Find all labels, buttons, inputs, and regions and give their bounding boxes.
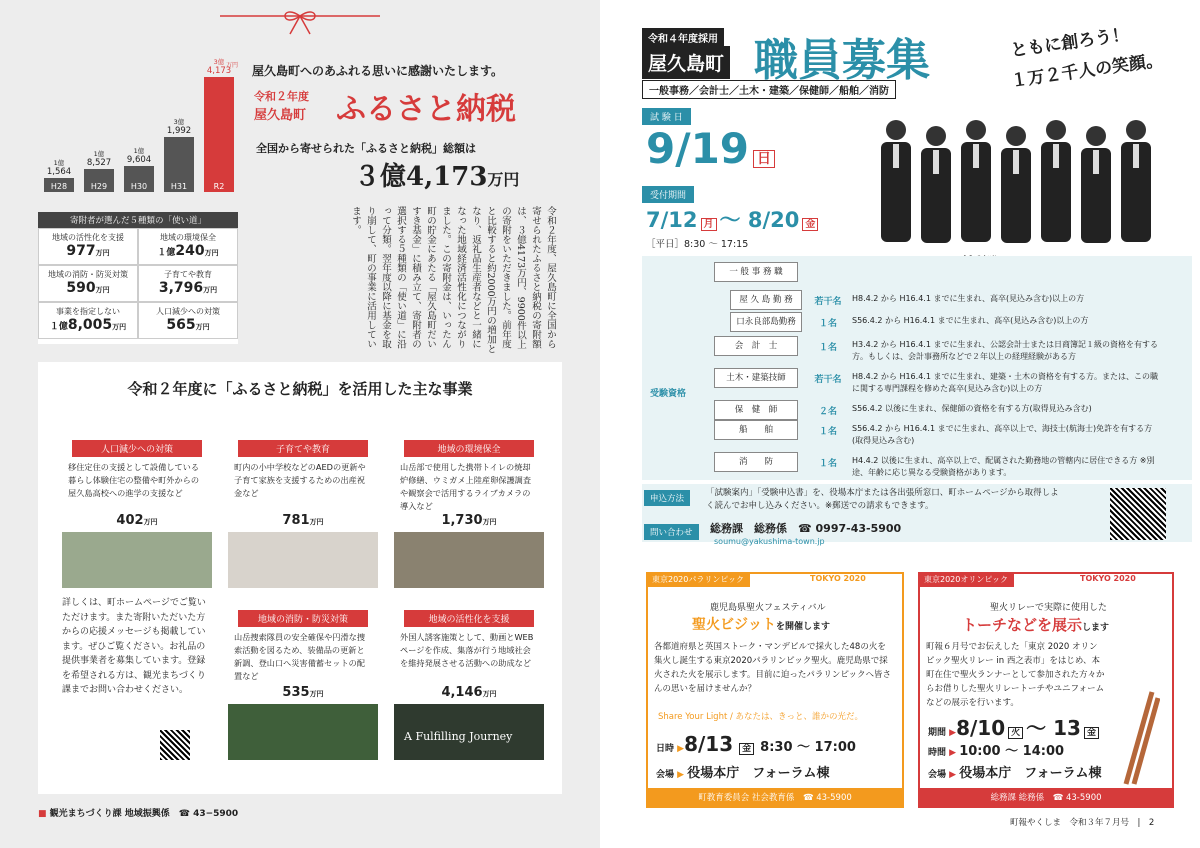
olympic-date: 期間 ▶8/10 火 〜 13 金 [928, 712, 1099, 741]
project-photo [228, 532, 378, 588]
qualification-row-count: １名 [818, 427, 837, 437]
page-footer: 町報やくしま 令和３年７月号 | 2 [1010, 818, 1155, 828]
usage-cell: 人口減少への対策 565万円 [138, 302, 238, 339]
staff-figure [921, 126, 951, 243]
paralympic-brand: TOKYO 2020 [810, 574, 866, 583]
project-value: 535万円 [282, 685, 324, 700]
apply-text: 「試験案内」「受験申込書」を、役場本庁または各出張所窓口、町ホームページから取得しよく読んでお申し込みください。※郵送での請求もできます。 [706, 488, 1059, 511]
project-card [394, 440, 544, 576]
project-title: 子育てや教育 [238, 440, 368, 457]
olympic-footer: 総務課 総務係 ☎ 43-5900 [918, 788, 1174, 808]
chart-value-label: 1,992 [166, 126, 192, 137]
usage-cell: 子育てや教育 3,796万円 [138, 265, 238, 302]
project-card [62, 440, 212, 576]
staff-figure [881, 120, 911, 242]
chart-value-label: 9,604 [126, 154, 152, 165]
recruit-town: 屋久島町 [642, 46, 730, 79]
project-title: 地域の活性化を支援 [404, 610, 534, 627]
total-value: ３億4,173万円 [354, 162, 520, 192]
qualification-label: 受験資格 [650, 389, 687, 399]
qualification-row-requirement: H3.4.2 から H16.4.1 までに生まれ、公認会計士または日商簿記１級の資格を有する方。もしくは、会計事務所などで２年以上の経理経験がある方 [852, 340, 1158, 361]
email-link[interactable]: soumu@yakushima-town.jp [714, 537, 825, 546]
slogan-line2: １万２千人の笑顔。 [1009, 50, 1164, 92]
project-desc: 移住定住の支援として設備している暮らし体験住宅の整備や町外からの屋久島高校への進学の支援など [68, 462, 200, 498]
qualification-row-label: 消 防 [714, 452, 798, 472]
project-card [228, 610, 378, 770]
project-title: 人口減少への対策 [72, 440, 202, 457]
olympic-place: 会場 ▶ 役場本庁 フォーラム棟 [928, 766, 1102, 781]
chart-unit-label: 万円 [225, 62, 238, 69]
town-label: 屋久島町 [254, 108, 307, 123]
chart-value-label: 8,527 [86, 157, 112, 168]
qualification-row-count: 若干名 [814, 375, 842, 385]
slogan-line1: ともに創ろう！ [1009, 24, 1131, 62]
total-label: 全国から寄せられた「ふるさと納税」総額は [256, 142, 476, 155]
project-value: 1,730万円 [441, 513, 497, 528]
staff-figure [1121, 120, 1151, 242]
olympic-brand: TOKYO 2020 [1080, 574, 1136, 583]
project-desc: 山岳捜索隊員の安全確保や円滑な捜索活動を図るため、装備品の更新と新調、登山口へ災害備蓄セットの配置など [234, 632, 366, 681]
project-title: 地域の環境保全 [404, 440, 534, 457]
usage-cell: 地域の消防・防災対策 590万円 [38, 265, 138, 302]
olympic-headline: トーチなどを展示します [962, 616, 1110, 634]
paralympic-tag: 東京2020パラリンピック [646, 572, 750, 587]
ribbon-icon [220, 0, 380, 36]
exam-date: 9/19 日 [646, 124, 775, 173]
project-value: 402万円 [116, 513, 158, 528]
olympic-sub: 聖火リレーで実際に使用した [990, 603, 1108, 613]
project-title: 地域の消防・防災対策 [238, 610, 368, 627]
olympic-body: 町報６月号でお伝えした「東京 2020 オリンピック聖火リレー in 西之表市」をはじめ、本町在住で聖火ランナーとして参加された方々からお借りした聖火リレートーチやユニフォームなどの展示を行います。 [926, 642, 1105, 708]
chart-tick-label: H30 [130, 182, 148, 191]
paralympic-body: 各都道府県と英国ストーク・マンデビルで採火した48の火を集火し誕生する東京2020パラリンピック聖火。鹿児島県で採火された火を展示します。目前に迫ったパラリンピックへ皆さんの思いを届けませんか？ [654, 642, 891, 694]
header-line: 屋久島町へのあふれる思いに感謝いたします。 [252, 64, 504, 78]
qualification-row-requirement: S56.4.2 から H16.4.1 までに生まれ、高卒(見込み含む)以上の方 [852, 316, 1089, 325]
project-card [228, 440, 378, 576]
left-footer: ■ 観光まちづくり課 地域振興係 ☎ 43−5900 [38, 809, 239, 819]
usage-table [38, 212, 238, 344]
paralympic-headline: 聖火ビジットを開催します [692, 617, 831, 633]
project-photo [62, 532, 212, 588]
contact-label: 問い合わせ [644, 524, 699, 540]
qualification-row-count: ２名 [818, 407, 837, 417]
period-label: 受付期間 [642, 186, 694, 203]
recruit-badge: 令和４年度採用 [642, 28, 724, 47]
chart-value-label: 1,564 [46, 167, 72, 177]
qualification-row-label: 一 般 事 務 職 [714, 262, 798, 282]
qualification-row-count: 若干名 [814, 297, 842, 307]
usage-cell: 地域の環境保全 １億240万円 [138, 228, 238, 265]
qualification-row-count: １名 [818, 459, 837, 469]
chart-bar [204, 77, 234, 192]
note-text: 詳しくは、町ホームページでご覧いただけます。また寄附いただいた方からの応援メッセージも掲載しています。ぜひご覧ください。お礼品の提供事業者を募集しています。登録を希望される方は、観光まちづくり課までお問い合わせください。 [62, 596, 210, 772]
paralympic-footer: 町教育委員会 社会教育係 ☎ 43-5900 [646, 788, 904, 808]
paralympic-motto: Share Your Light / あなたは、きっと、誰かの光だ。 [658, 712, 864, 722]
project-desc: 町内の小中学校などのAEDの更新や子育て家族を支援するための出産祝金など [234, 462, 366, 498]
qualification-row-label: 土木・建築技師 [714, 368, 798, 388]
project-photo [394, 532, 544, 588]
qualification-row-label: 保 健 師 [714, 400, 798, 420]
chart-tick-label: R2 [213, 182, 225, 191]
staff-figure [1001, 126, 1031, 243]
olympic-tag: 東京2020オリンピック [918, 572, 1014, 587]
torch-photo [1120, 688, 1160, 786]
usage-cell: 事業を指定しない １億8,005万円 [38, 302, 138, 339]
recruit-title: 職員募集 [754, 35, 930, 86]
project-card [394, 610, 544, 770]
project-value: 781万円 [282, 513, 324, 528]
qualification-row-count: １名 [818, 343, 837, 353]
project-desc: 山岳部で使用した携帯トイレの焼却炉修繕、ウミガメ上陸産卵保護調査や観察会で活用するライブカメラの導入など [400, 462, 532, 511]
olympic-time: 時間 ▶ 10:00 〜 14:00 [928, 744, 1065, 759]
contact: 総務課 総務係 ☎ 0997-43-5900 [710, 522, 902, 535]
staff-figure [961, 120, 991, 242]
page-title: ふるさと納税 [336, 92, 516, 127]
chart-value-label: 4,173 [206, 66, 232, 77]
office-icon: ■ [38, 809, 47, 819]
qualification-row-count: １名 [818, 319, 837, 329]
chart-rank-label: 3億 [213, 58, 225, 67]
qr-code[interactable] [160, 730, 190, 760]
paralympic-date: 日時 ▶8/13 金 8:30 〜 17:00 [656, 732, 856, 756]
chart-tick-label: H29 [90, 182, 108, 191]
qualification-row-requirement: H4.4.2 以後に生まれ、高卒以上で、配属された勤務地の管轄内に居住できる方 ※別途、年齢に応じ異なる受験資格があります。 [852, 456, 1155, 477]
apply-label: 申込方法 [644, 490, 690, 506]
project-desc: 外国人誘客施策として、動画とWEBページを作成、集落が行う地域社会を維持発展させる活動への助成など [400, 632, 534, 668]
chart-tick-label: H31 [170, 182, 188, 191]
qualification-row-requirement: S56.4.2 から H16.4.1 までに生まれ、高卒以上で、海技士(航海士)免許を有する方(取得見込み含む) [852, 424, 1153, 445]
chart-rank-label: 3億 [173, 118, 185, 127]
staff-photo [866, 100, 1166, 276]
description-vertical-text: 令和２年度、屋久島町に全国から寄せられたふるさと納税の寄附額は、３億4173万円、9900件以上の寄附をいただきました。前年度と比較すると約2000万円の増加となり、返礼品生産者などと一緒になった地域経済活性化につながりました。この寄附金は、いったん町の貯金にあたる「屋久島町だいすき基金」に積み立て、寄附者の選択する５種類の「使い道」に沿って分類。翌年度以降に基金を取り崩して、町の事業に活用しています。 [350, 206, 556, 354]
staff-figure [1041, 120, 1071, 242]
chart-tick-label: H28 [50, 182, 68, 191]
job-list: 一般事務／会計士／土木・建築／保健師／船舶／消防 [642, 80, 896, 99]
qualification-row-label: 船 舶 [714, 420, 798, 440]
paralympic-sub: 鹿児島県聖火フェスティバル [710, 603, 826, 613]
qualification-row-label: 屋 久 島 勤 務 [730, 290, 802, 310]
chart-rank-label: 1億 [53, 159, 65, 167]
project-value: 4,146万円 [441, 685, 497, 700]
photo-caption: A Fulfilling Journey [404, 730, 513, 743]
usage-header: 寄附者が選んだ５種類の「使い道」 [38, 212, 238, 228]
donation-bar-chart [38, 60, 238, 192]
projects-title: 令和２年度に「ふるさと納税」を活用した主な事業 [127, 380, 473, 398]
qualification-row-label: 口永良部島勤務 [730, 312, 802, 332]
exam-label: 試 験 日 [642, 108, 691, 125]
qualification-row-requirement: H8.4.2 から H16.4.1 までに生まれ、建築・土木の資格を有する方。または、この職に関する専門課程を修めた高卒(見込み含む)以上の方 [852, 372, 1158, 393]
staff-figure [1081, 126, 1111, 243]
era-label: 令和２年度 [254, 90, 309, 103]
usage-cell: 地域の活性化を支援 977万円 [38, 228, 138, 265]
qualification-row-requirement: S56.4.2 以後に生まれ、保健師の資格を有する方(取得見込み含む) [852, 404, 1092, 413]
period-note: ［平日］8:30 〜 17:15 [646, 239, 749, 250]
chart-rank-label: 1億 [93, 149, 105, 158]
chart-rank-label: 1億 [133, 146, 145, 155]
qualification-row-requirement: H8.4.2 から H16.4.1 までに生まれ、高卒(見込み含む)以上の方 [852, 294, 1085, 303]
qr-code-recruit[interactable] [1110, 488, 1166, 540]
qualification-row-label: 会 計 士 [714, 336, 798, 356]
project-photo [228, 704, 378, 760]
period: 7/12 月 〜 8/20 金 [646, 204, 818, 234]
paralympic-place: 会場 ▶ 役場本庁 フォーラム棟 [656, 766, 830, 781]
